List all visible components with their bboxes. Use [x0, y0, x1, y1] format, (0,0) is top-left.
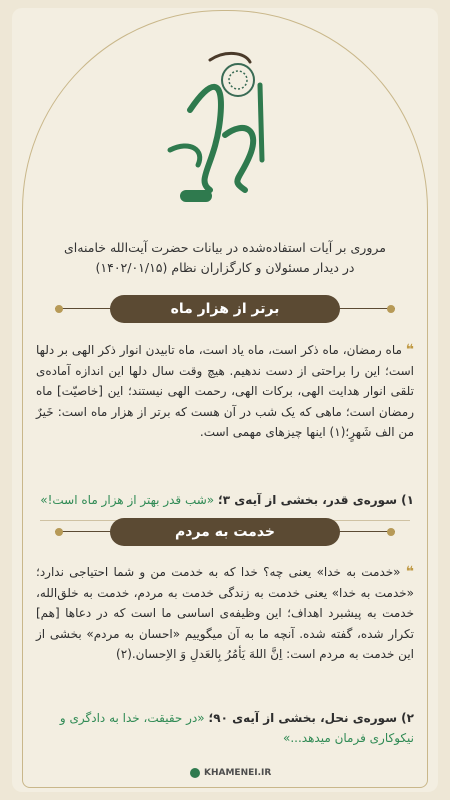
- quote-icon: ❝: [405, 342, 414, 358]
- section2-reference: [36, 708, 414, 748]
- section1-body-text: ماه رمضان، ماه ذکر است، ماه یاد است، ماه تابیدن انوار ذکر الهی بر دلها است؛ این را براحتی از دست ندهیم. هیچ وقت سال دلها این اندازه آماده‌ی تلقی انوار هدایت الهی، برکات الهی، رحمت الهی نیستند؛ این [خاصیّت] ماه رمضان است؛ ماهی که یک شب در آن هست که برتر از هزار ماه است: خَیرٌ من الف شَهرٍ؛(۱) اینها چیزهای مهمی است.: [36, 343, 414, 439]
- footer-site[interactable]: KHAMENEI.IR: [204, 768, 272, 778]
- calligraphy-logo: [150, 40, 300, 210]
- quote-icon: ❝: [405, 564, 414, 580]
- section2-body: [36, 562, 414, 665]
- intro-text: [40, 238, 410, 278]
- section1-header: [55, 295, 395, 323]
- site-logo-icon: [190, 768, 200, 778]
- footer: [190, 768, 271, 778]
- section1-body: [36, 340, 414, 443]
- section1-ref-label: ۱) سوره‌ی قدر، بخشی از آیه‌ی ۳؛: [217, 493, 414, 507]
- section1-ref-text: «شب قدر بهتر از هزار ماه است!»: [40, 493, 215, 507]
- intro-line1: مروری بر آیات استفاده‌شده در بیانات حضرت آیت‌الله خامنه‌ای: [64, 240, 386, 255]
- section2-title: خدمت به مردم: [110, 518, 340, 546]
- section1-title: برتر از هزار ماه: [110, 295, 340, 323]
- section2-body-text: «خدمت به خدا» یعنی چه؟ خدا که به خدمت من و شما احتیاجی ندارد؛ «خدمت به خدا» یعنی خدمت به زندگی خدمت به مردم، خدمت به خلق‌الله، خدمت به پیشبرد اهداف؛ این وظیفه‌ی اساسی ما است که در دعاها [هم] تکرار شده، گفته شده. آنچه ما به آن میگوییم «احسان به مردم» بخشی از این خدمت به مردم است: اِنَّ اللهَ یَأمُرُ بِالعَدلِ وَ الاِحسان.(۲): [36, 565, 414, 661]
- section2-header: [55, 518, 395, 546]
- section2-ref-label: ۲) سوره‌ی نحل، بخشی از آیه‌ی ۹۰؛: [208, 711, 414, 725]
- intro-line2: در دیدار مسئولان و کارگزاران نظام (۱۴۰۲/۰۱/۱۵): [95, 260, 355, 275]
- section2-ref-text: «در حقیقت، خدا به دادگری و نیکوکاری فرمان میدهد...»: [59, 711, 414, 745]
- section1-reference: [36, 490, 414, 510]
